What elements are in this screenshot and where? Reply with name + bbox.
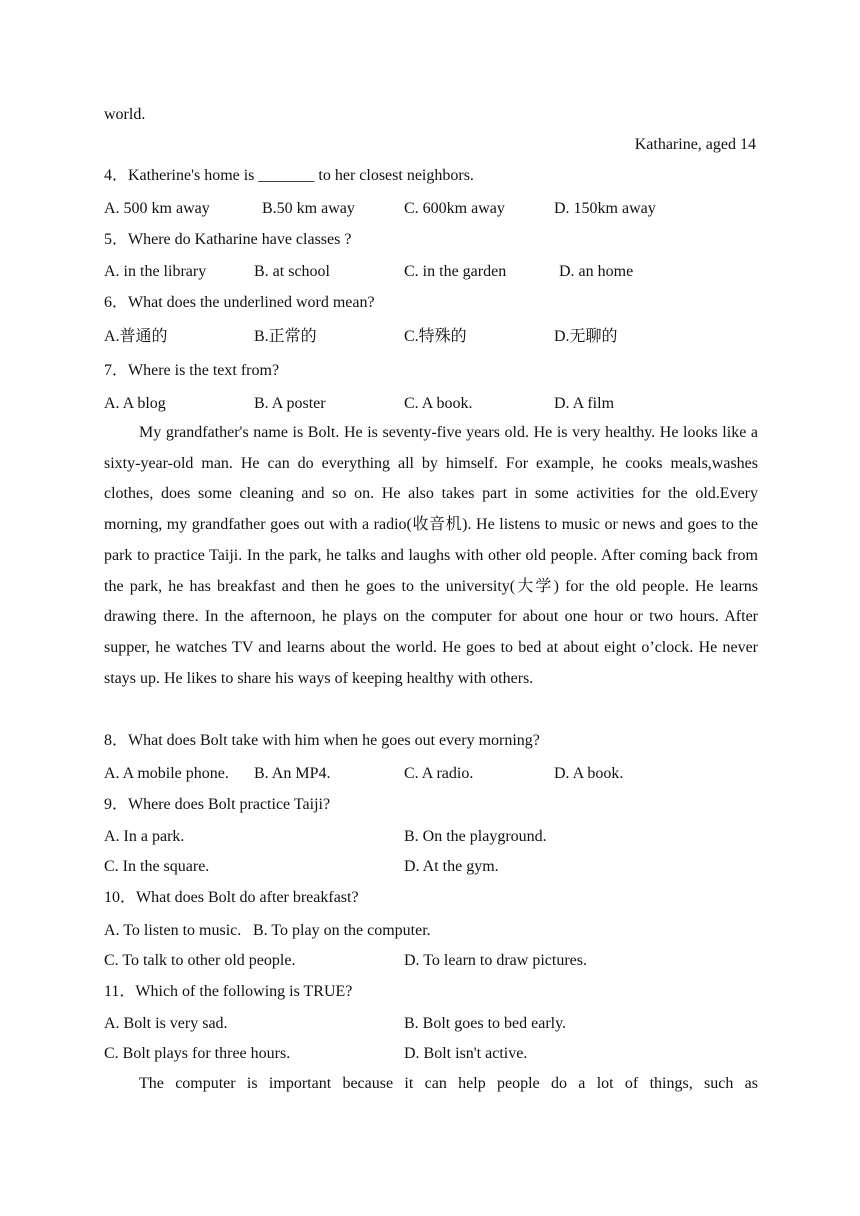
option-a: A. in the library xyxy=(104,263,207,280)
option-a: A. A blog xyxy=(104,395,166,412)
passage-signature: Katharine, aged 14 xyxy=(634,136,756,153)
option-c: C. in the garden xyxy=(404,263,507,280)
option-c: C. In the square. xyxy=(104,858,210,875)
option-a: A.普通的 xyxy=(104,328,168,345)
option-d: D. A film xyxy=(554,395,615,412)
option-c: C. 600km away xyxy=(404,200,505,217)
option-b: B.正常的 xyxy=(254,328,317,345)
option-b: B. To play on the computer. xyxy=(253,922,431,939)
option-a: A. Bolt is very sad. xyxy=(104,1015,228,1032)
question-8: 8．What does Bolt take with him when he goes out every morning? xyxy=(104,732,540,749)
question-7: 7．Where is the text from? xyxy=(104,362,280,379)
question-5: 5．Where do Katharine have classes ? xyxy=(104,231,352,248)
option-d: D.无聊的 xyxy=(554,328,618,345)
option-c: C.特殊的 xyxy=(404,328,467,345)
option-d: D. an home xyxy=(559,263,634,280)
option-c: C. A book. xyxy=(404,395,473,412)
option-a: A. In a park. xyxy=(104,828,185,845)
option-a: A. To listen to music. xyxy=(104,922,242,939)
option-c: C. A radio. xyxy=(404,765,474,782)
question-11: 11．Which of the following is TRUE? xyxy=(104,983,353,1000)
option-c: C. To talk to other old people. xyxy=(104,952,296,969)
option-b: B. An MP4. xyxy=(254,765,331,782)
option-b: B. On the playground. xyxy=(404,828,547,845)
option-d: D. To learn to draw pictures. xyxy=(404,952,587,969)
option-d: D. A book. xyxy=(554,765,624,782)
question-4: 4．Katherine's home is _______ to her closest neighbors. xyxy=(104,167,474,184)
option-d: D. At the gym. xyxy=(404,858,499,875)
option-c: C. Bolt plays for three hours. xyxy=(104,1045,291,1062)
option-b: B. Bolt goes to bed early. xyxy=(404,1015,567,1032)
passage-computer: The computer is important because it can help people do a lot of things, such as xyxy=(139,1075,758,1092)
question-9: 9．Where does Bolt practice Taiji? xyxy=(104,796,331,813)
option-b: B. at school xyxy=(254,263,330,280)
passage-end-fragment: world. xyxy=(104,106,146,123)
question-10: 10．What does Bolt do after breakfast? xyxy=(104,889,359,906)
option-a: A. 500 km away xyxy=(104,200,210,217)
option-b: B.50 km away xyxy=(262,200,355,217)
option-d: D. 150km away xyxy=(554,200,656,217)
option-a: A. A mobile phone. xyxy=(104,765,229,782)
option-d: D. Bolt isn't active. xyxy=(404,1045,528,1062)
question-6: 6．What does the underlined word mean? xyxy=(104,294,375,311)
option-b: B. A poster xyxy=(254,395,326,412)
passage-bolt: My grandfather's name is Bolt. He is seventy-five years old. He is very healthy. He looks like a sixty-year-old man. He can do everything all by himself. For example, he cooks meals,washes clothes, does some cleaning and so on. He also takes part in some activities for the old.Every morning, my grandfather goes out with a radio(收音机). He listens to music or news and goes to the park to practice Taiji. In the park, he talks and laughs with other old people. After coming back from the park, he has breakfast and then he goes to the university(大学) for the old people. He learns drawing there. In the afternoon, he plays on the computer for about one hour or two hours. After supper, he watches TV and learns about the world. He goes to bed at about eight o’clock. He never stays up. He likes to share his ways of keeping healthy with others. xyxy=(104,424,758,687)
